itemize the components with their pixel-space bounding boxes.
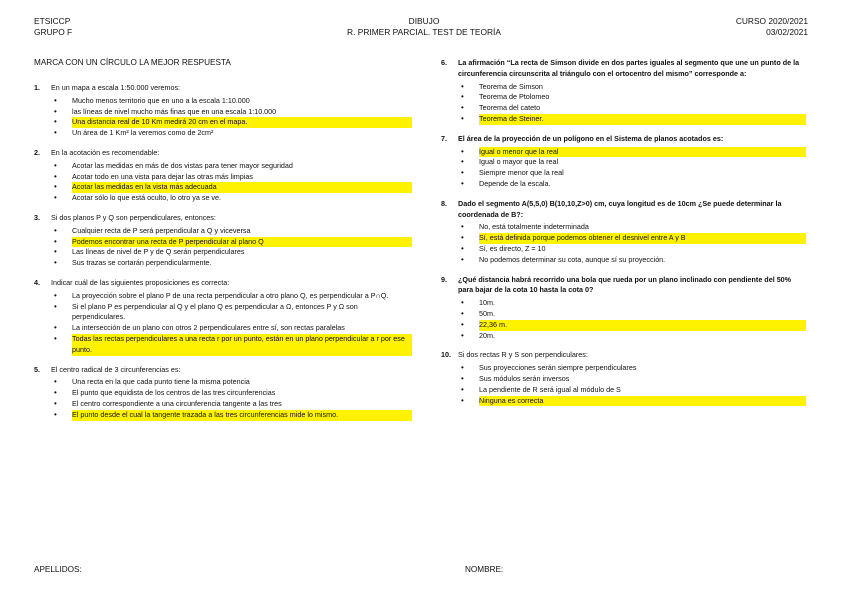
option-item[interactable] xyxy=(54,237,412,248)
question-1 xyxy=(34,83,412,139)
question-6 xyxy=(441,58,806,125)
option-item[interactable] xyxy=(54,410,412,421)
bullet-icon: • xyxy=(461,146,464,156)
question-number: 10. xyxy=(441,350,451,360)
question-9 xyxy=(441,275,806,342)
option-item[interactable] xyxy=(54,258,412,269)
highlighted-answer: 22,36 m. xyxy=(479,320,806,331)
bullet-icon: • xyxy=(461,395,464,405)
option-text: 50m. xyxy=(479,308,495,318)
option-item[interactable] xyxy=(461,147,806,158)
group-label: GRUPO F xyxy=(34,26,73,37)
question-header xyxy=(34,83,412,94)
option-item[interactable] xyxy=(54,107,412,118)
bullet-icon: • xyxy=(461,308,464,318)
question-number: 2. xyxy=(34,147,40,157)
option-text: Acotar sólo lo que está oculto, lo otro ya se ve. xyxy=(72,193,222,203)
bullet-icon: • xyxy=(461,243,464,253)
bullet-icon: • xyxy=(461,81,464,91)
bullet-icon: • xyxy=(54,323,57,333)
bullet-icon: • xyxy=(461,298,464,308)
option-item[interactable] xyxy=(461,331,806,342)
question-text: El centro radical de 3 circunferencias es: xyxy=(51,364,181,374)
bullet-icon: • xyxy=(54,171,57,181)
bullet-icon: • xyxy=(461,157,464,167)
bullet-icon: • xyxy=(54,290,57,300)
option-item[interactable] xyxy=(461,298,806,309)
question-header xyxy=(34,278,412,289)
option-item[interactable] xyxy=(54,399,412,410)
option-text: La intersección de un plano con otros 2 perpendiculares entre sí, son rectas paralelas xyxy=(72,323,345,333)
bullet-icon: • xyxy=(54,225,57,235)
option-list xyxy=(34,161,412,204)
bullet-icon: • xyxy=(461,222,464,232)
option-text: las líneas de nivel mucho más finas que en una escala 1:10.000 xyxy=(72,106,277,116)
option-item[interactable] xyxy=(54,334,412,356)
highlighted-answer: Igual o menor que la real xyxy=(479,147,806,158)
option-list xyxy=(34,96,412,139)
option-list xyxy=(441,363,806,406)
option-text: Un área de 1 Km² la veremos como de 2cm² xyxy=(72,128,214,138)
option-item[interactable] xyxy=(54,182,412,193)
questions-left-column xyxy=(34,58,412,430)
question-8 xyxy=(441,199,806,266)
highlighted-answer: Podemos encontrar una recta de P perpendicular al plano Q xyxy=(72,237,412,248)
bullet-icon: • xyxy=(461,103,464,113)
question-text: El área de la proyección de un polígono en el Sistema de planos acotados es: xyxy=(458,133,724,143)
bullet-icon: • xyxy=(461,330,464,340)
bullet-icon: • xyxy=(54,377,57,387)
option-text: Teorema de Simson xyxy=(479,81,543,91)
highlighted-answer: Ninguna es correcta xyxy=(479,396,806,407)
question-7 xyxy=(441,134,806,190)
option-item[interactable] xyxy=(461,114,806,125)
question-number: 6. xyxy=(441,58,447,67)
option-item[interactable] xyxy=(54,388,412,399)
bullet-icon: • xyxy=(54,160,57,170)
question-number: 1. xyxy=(34,83,40,92)
highlighted-answer: El punto desde el cual la tangente trazada a las tres circunferencias mide lo mismo. xyxy=(72,410,412,421)
bullet-icon: • xyxy=(54,388,57,398)
question-3 xyxy=(34,213,412,269)
bullet-icon: • xyxy=(54,236,57,246)
option-text: Las líneas de nivel de P y de Q serán perpendiculares xyxy=(72,247,245,257)
highlighted-answer: Sí, está definida porque podemos obtener el desnivel entre A y B xyxy=(479,233,806,244)
bullet-icon: • xyxy=(54,128,57,138)
option-item[interactable] xyxy=(54,226,412,237)
question-2 xyxy=(34,148,412,204)
bullet-icon: • xyxy=(461,254,464,264)
question-4 xyxy=(34,278,412,356)
option-text: Sus módulos serán inversos xyxy=(479,373,570,383)
question-header xyxy=(441,350,806,361)
option-item[interactable] xyxy=(461,396,806,407)
bullet-icon: • xyxy=(54,409,57,419)
option-item[interactable] xyxy=(461,385,806,396)
bullet-icon: • xyxy=(54,182,57,192)
option-item[interactable] xyxy=(54,323,412,334)
option-item[interactable] xyxy=(54,172,412,183)
surname-label: APELLIDOS: xyxy=(34,565,82,574)
option-text: La proyección sobre el plano P de una recta perpendicular a otro plano Q, es perpendicular a P∩Q. xyxy=(72,290,389,300)
question-text: Si dos rectas R y S son perpendiculares: xyxy=(458,350,588,360)
option-text: Igual o mayor que la real xyxy=(479,157,559,167)
option-text: Sus proyecciones serán siempre perpendiculares xyxy=(479,363,637,373)
question-header xyxy=(34,148,412,159)
option-text: La pendiente de R será igual al módulo de S xyxy=(479,384,621,394)
bullet-icon: • xyxy=(461,319,464,329)
option-list xyxy=(441,82,806,125)
option-item[interactable] xyxy=(461,244,806,255)
option-text: El punto que equidista de los centros de las tres circunferencias xyxy=(72,388,276,398)
option-item[interactable] xyxy=(461,82,806,93)
question-text: En la acotación es recomendable: xyxy=(51,147,160,157)
course-label: CURSO 2020/2021 xyxy=(735,16,808,26)
bullet-icon: • xyxy=(461,373,464,383)
option-list xyxy=(441,222,806,265)
bullet-icon: • xyxy=(461,113,464,123)
option-text: Depende de la escala. xyxy=(479,178,551,188)
question-text: Si dos planos P y Q son perpendiculares, entonces: xyxy=(51,212,216,222)
option-list xyxy=(34,291,412,356)
option-item[interactable] xyxy=(54,161,412,172)
option-text: Siempre menor que la real xyxy=(479,168,564,178)
option-item[interactable] xyxy=(54,302,412,324)
question-header xyxy=(34,213,412,224)
bullet-icon: • xyxy=(54,193,57,203)
question-text: Dado el segmento A(5,5,0) B(10,10,Z>0) cm, cuya longitud es de 10cm ¿Se puede determinar la coordenada de B?: xyxy=(458,198,782,219)
bullet-icon: • xyxy=(54,301,57,311)
question-text: Indicar cuál de las siguientes proposiciones es correcta: xyxy=(51,277,230,287)
bullet-icon: • xyxy=(54,106,57,116)
option-text: 20m. xyxy=(479,330,495,340)
question-text: ¿Qué distancia habrá recorrido una bola que rueda por un plano inclinado con pendiente del 50% para bajar de la cota 10 hasta la cota 0? xyxy=(458,274,792,295)
option-text: Acotar las medidas en más de dos vistas para tener mayor seguridad xyxy=(72,160,293,170)
option-item[interactable] xyxy=(461,168,806,179)
option-text: El centro correspondiente a una circunferencia tangente a las tres xyxy=(72,398,282,408)
header-center xyxy=(0,16,848,37)
bullet-icon: • xyxy=(461,233,464,243)
instruction: MARCA CON UN CÍRCULO LA MEJOR RESPUESTA xyxy=(34,58,231,67)
bullet-icon: • xyxy=(54,333,57,343)
option-item[interactable] xyxy=(461,179,806,190)
question-text: En un mapa a escala 1:50.000 veremos: xyxy=(51,83,181,92)
question-number: 7. xyxy=(441,133,447,143)
option-item[interactable] xyxy=(461,157,806,168)
bullet-icon: • xyxy=(54,95,57,105)
option-item[interactable] xyxy=(461,363,806,374)
option-list xyxy=(34,377,412,420)
question-header xyxy=(441,275,806,297)
option-text: Acotar todo en una vista para dejar las otras más limpias xyxy=(72,171,253,181)
bullet-icon: • xyxy=(54,398,57,408)
school-label: ETSICCP xyxy=(34,16,71,26)
bullet-icon: • xyxy=(461,168,464,178)
option-item[interactable] xyxy=(461,374,806,385)
question-number: 9. xyxy=(441,274,447,284)
option-text: Una recta en la que cada punto tiene la misma potencia xyxy=(72,377,250,387)
highlighted-answer: Todas las rectas perpendiculares a una recta r por un punto, están en un plano perpendicular a r por ese punto. xyxy=(72,334,412,356)
option-text: Cualquier recta de P será perpendicular a Q y viceversa xyxy=(72,225,251,235)
question-header xyxy=(441,134,806,145)
option-item[interactable] xyxy=(461,309,806,320)
option-item[interactable] xyxy=(54,291,412,302)
subject-title: DIBUJO xyxy=(408,16,440,26)
header-right xyxy=(736,16,808,37)
bullet-icon: • xyxy=(54,258,57,268)
highlighted-answer: Una distancia real de 10 Km medirá 20 cm en el mapa. xyxy=(72,117,412,128)
bullet-icon: • xyxy=(461,178,464,188)
option-text: Teorema de Ptolomeo xyxy=(479,92,550,102)
question-5 xyxy=(34,365,412,421)
option-text: No, está totalmente indeterminada xyxy=(479,222,589,232)
bullet-icon: • xyxy=(461,384,464,394)
option-item[interactable] xyxy=(54,377,412,388)
option-item[interactable] xyxy=(461,103,806,114)
option-item[interactable] xyxy=(461,320,806,331)
option-text: Si el plano P es perpendicular al Q y el plano Q es perpendicular a Ω, entonces P y Ω son perpendiculares. xyxy=(72,301,358,322)
bullet-icon: • xyxy=(54,247,57,257)
exam-title: R. PRIMER PARCIAL. TEST DE TEORÍA xyxy=(347,26,501,37)
option-item[interactable] xyxy=(54,247,412,258)
option-list xyxy=(441,298,806,341)
question-header xyxy=(441,199,806,221)
option-text: No podemos determinar su cota, aunque sí su proyección. xyxy=(479,254,666,264)
highlighted-answer: Teorema de Steiner. xyxy=(479,114,806,125)
option-item[interactable] xyxy=(54,193,412,204)
question-number: 3. xyxy=(34,212,40,222)
question-header xyxy=(34,365,412,376)
option-list xyxy=(34,226,412,269)
exam-date: 03/02/2021 xyxy=(766,26,808,37)
option-item[interactable] xyxy=(461,255,806,266)
option-text: Sus trazas se cortarán perpendicularmente. xyxy=(72,258,212,268)
option-item[interactable] xyxy=(461,92,806,103)
option-text: 10m. xyxy=(479,298,495,308)
questions-right-column xyxy=(441,58,806,415)
option-text: Teorema del cateto xyxy=(479,103,541,113)
name-label: NOMBRE: xyxy=(465,565,504,574)
option-item[interactable] xyxy=(54,117,412,128)
question-number: 5. xyxy=(34,364,40,374)
question-number: 8. xyxy=(441,198,447,208)
option-item[interactable] xyxy=(54,96,412,107)
question-10 xyxy=(441,350,806,406)
option-item[interactable] xyxy=(54,128,412,139)
option-text: Mucho menos territorio que en uno a la escala 1:10.000 xyxy=(72,95,250,105)
question-header xyxy=(441,58,806,80)
option-text: Sí, es directo, Z = 10 xyxy=(479,243,546,253)
option-item[interactable] xyxy=(461,222,806,233)
bullet-icon: • xyxy=(461,92,464,102)
question-text: La afirmación “La recta de Simson divide en dos partes iguales al segmento que une un punto de la circunferencia circunscrita al triángulo con el ortocentro del mismo” corresponde a: xyxy=(458,58,800,78)
option-list xyxy=(441,147,806,190)
option-item[interactable] xyxy=(461,233,806,244)
bullet-icon: • xyxy=(54,117,57,127)
question-number: 4. xyxy=(34,277,40,287)
highlighted-answer: Acotar las medidas en la vista más adecuada xyxy=(72,182,412,193)
bullet-icon: • xyxy=(461,363,464,373)
